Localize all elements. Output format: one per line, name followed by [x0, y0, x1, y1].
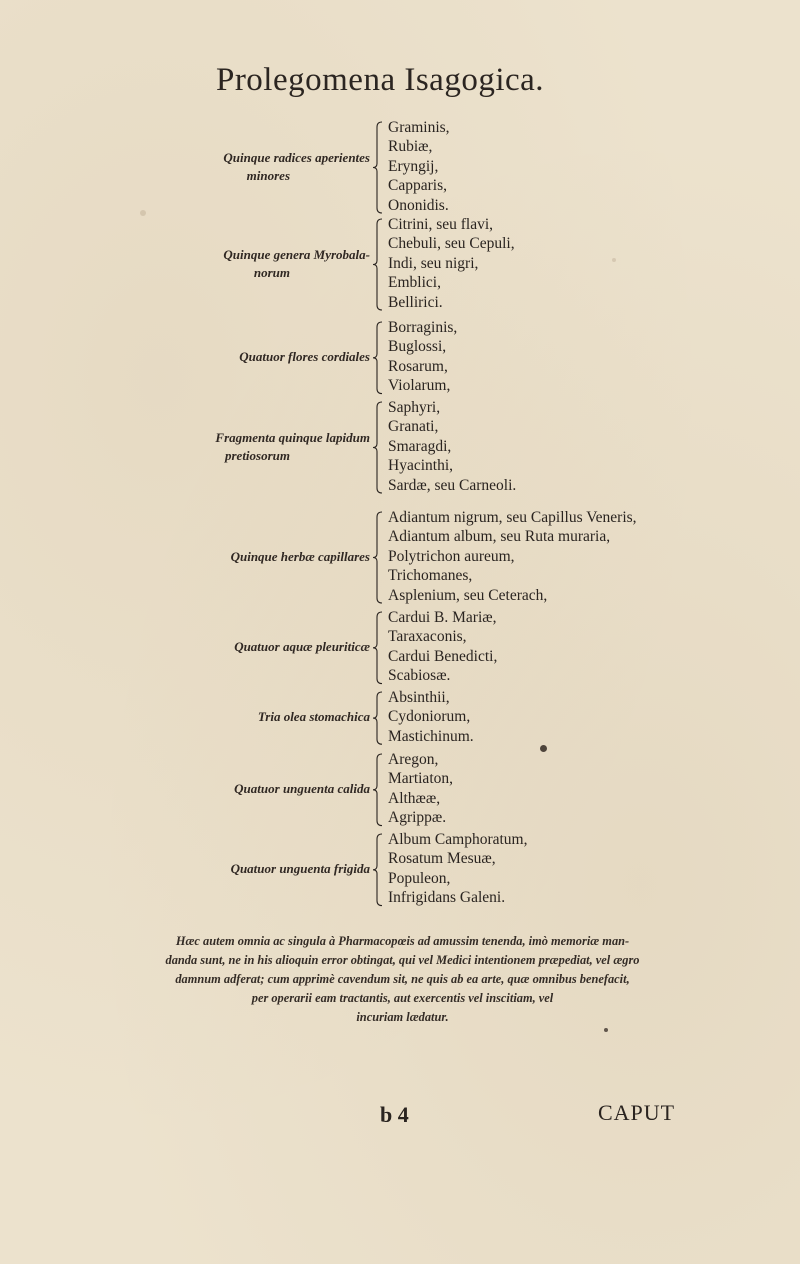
brace-stroke [373, 402, 382, 493]
paper-stain [140, 210, 146, 216]
group-label-line: Quinque radices aperientes [223, 149, 370, 165]
list-item: Trichomanes, [388, 567, 473, 585]
group-items [388, 398, 516, 495]
list-item: Mastichinum. [388, 727, 474, 745]
list-item: Rosarum, [388, 357, 448, 375]
list-item: Agrippæ. [388, 809, 447, 827]
group-label [120, 860, 370, 878]
list-item: Cardui B. Mariæ, [388, 609, 497, 626]
list-item: Asplenium, seu Ceterach, [388, 586, 548, 604]
brace [373, 691, 383, 745]
list-item: Hyacinthi, [388, 457, 453, 475]
group-label [120, 246, 370, 282]
list-item: Martiaton, [388, 770, 453, 788]
list-item: Buglossi, [388, 338, 447, 356]
brace-stroke [373, 612, 382, 684]
brace-stroke [373, 754, 382, 826]
brace [373, 611, 383, 685]
list-item: Indi, seu nigri, [388, 254, 479, 272]
note-line: per operarii eam tractantis, aut exercentis vel inscitiam, vel [251, 991, 554, 1005]
group-label [120, 638, 370, 656]
brace [373, 218, 383, 311]
group-label-line: minores [246, 167, 290, 183]
group-label-line: Quatuor aquæ pleuriticæ [234, 638, 370, 654]
list-item: Rosatum Mesuæ, [388, 850, 496, 868]
brace [373, 753, 383, 827]
list-item: Infrigidans Galeni. [388, 889, 506, 907]
group-label [120, 149, 370, 185]
list-item: Chebuli, seu Cepuli, [388, 235, 515, 253]
list-item: Absinthii, [388, 689, 450, 706]
list-item: Rubiæ, [388, 138, 433, 156]
group-label [120, 348, 370, 366]
closing-note [90, 932, 715, 1027]
note-line: incuriam lædatur. [356, 1010, 449, 1024]
list-item: Album Camphoratum, [388, 831, 528, 848]
group-label [120, 548, 370, 566]
brace [373, 121, 383, 214]
brace-stroke [373, 512, 382, 603]
brace-stroke [373, 322, 382, 394]
signature-mark: b 4 [380, 1102, 409, 1127]
list-item: Violarum, [388, 377, 451, 395]
list-item: Emblici, [388, 274, 441, 292]
list-item: Capparis, [388, 177, 447, 195]
list-item: Adiantum album, seu Ruta muraria, [388, 528, 611, 546]
list-item: Borraginis, [388, 319, 458, 336]
brace [373, 401, 383, 494]
group-label-line: Quatuor unguenta calida [234, 780, 370, 796]
list-item: Smaragdi, [388, 437, 452, 455]
group-items [388, 215, 515, 312]
group-items [388, 830, 528, 908]
group-label-line: Quatuor flores cordiales [239, 348, 370, 364]
list-item: Polytrichon aureum, [388, 547, 515, 565]
list-item: Cardui Benedicti, [388, 647, 498, 665]
brace-stroke [373, 692, 382, 744]
list-item: Cydoniorum, [388, 708, 471, 726]
group-label-line: Tria olea stomachica [257, 709, 370, 725]
group-label-line: Quinque genera Myrobala- [223, 246, 370, 262]
group-label-line: Fragmenta quinque lapidum [215, 429, 370, 445]
group-label-line: Quinque herbæ capillares [230, 548, 370, 564]
group-items [388, 508, 637, 605]
group-label [120, 429, 370, 465]
group-items [388, 608, 497, 686]
group-label-line: pretiosorum [224, 447, 290, 463]
ink-dot [540, 745, 547, 752]
brace [373, 321, 383, 395]
group-items [388, 688, 474, 746]
list-item: Saphyri, [388, 399, 441, 416]
group-items [388, 750, 453, 828]
list-item: Althææ, [388, 789, 441, 807]
list-item: Bellirici. [388, 293, 443, 311]
note-line: damnum adferat; cum apprimè cavendum sit, ne quis ab ea arte, quæ omnibus benefacit, [175, 972, 630, 986]
list-item: Citrini, seu flavi, [388, 216, 494, 233]
brace [373, 833, 383, 907]
brace [373, 511, 383, 604]
list-item: Aregon, [388, 751, 439, 768]
list-item: Sardæ, seu Carneoli. [388, 476, 517, 494]
note-line: Hæc autem omnia ac singula à Pharmacopœis ad amussim tenenda, imò memoriæ man- [175, 934, 630, 948]
list-item: Adiantum nigrum, seu Capillus Veneris, [388, 509, 637, 526]
list-item: Ononidis. [388, 196, 449, 214]
group-label-line: Quatuor unguenta frigida [230, 860, 370, 876]
group-items [388, 118, 450, 215]
page-title: Prolegomena Isagogica. [215, 62, 545, 98]
list-item: Granati, [388, 418, 439, 436]
list-item: Taraxaconis, [388, 628, 467, 646]
brace-stroke [373, 834, 382, 906]
list-item: Graminis, [388, 119, 450, 136]
brace-stroke [373, 219, 382, 310]
brace-stroke [373, 122, 382, 213]
note-line: danda sunt, ne in his alioquin error obtingat, qui vel Medici intentionem præpediat, vel ægro [165, 953, 640, 967]
catchword: CAPUT [598, 1100, 676, 1125]
ink-dot [604, 1028, 608, 1032]
group-items [388, 318, 457, 396]
group-label-line: norum [253, 264, 290, 280]
list-item: Eryngij, [388, 157, 439, 175]
paper-stain [612, 258, 616, 262]
list-item: Populeon, [388, 869, 451, 887]
list-item: Scabiosæ. [388, 667, 451, 685]
group-label [120, 708, 370, 726]
group-label [120, 780, 370, 798]
